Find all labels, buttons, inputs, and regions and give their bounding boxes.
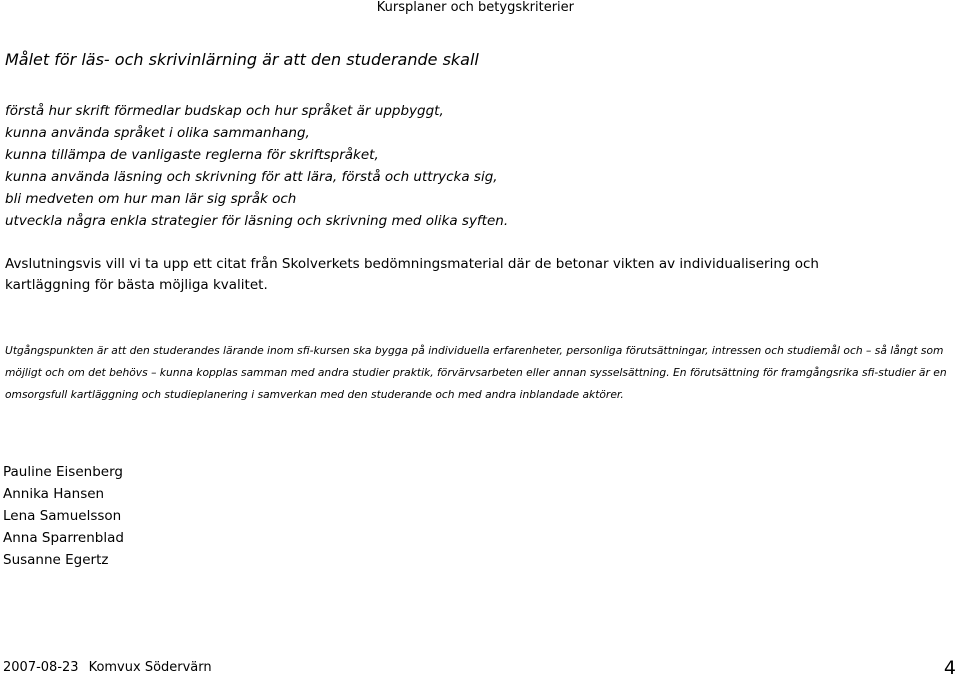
goal-item: bli medveten om hur man lär sig språk och [5, 191, 297, 207]
author-name: Anna Sparrenblad [3, 530, 124, 546]
author-list [3, 461, 124, 571]
page-number: 4 [943, 657, 956, 679]
page-footer [3, 660, 212, 676]
goal-item: förstå hur skrift förmedlar budskap och hur språket är uppbyggt, [5, 103, 444, 119]
goal-item: kunna använda läsning och skrivning för att lära, förstå och uttrycka sig, [5, 169, 498, 185]
footer-organization: Komvux Södervärn [88, 660, 212, 675]
section-heading: Målet för läs- och skrivinlärning är att den studerande skall [5, 50, 479, 69]
goal-item: utveckla några enkla strategier för läsning och skrivning med olika syften. [5, 213, 509, 229]
footer-date: 2007-08-23 [3, 660, 79, 675]
goal-item: kunna använda språket i olika sammanhang, [5, 125, 310, 141]
conclusion-paragraph: Avslutningsvis vill vi ta upp ett citat från Skolverkets bedömningsmaterial där de betonar vikten av individualisering och kartläggning för bästa möjliga kvalitet. [5, 256, 819, 293]
author-name: Pauline Eisenberg [3, 464, 123, 480]
author-name: Susanne Egertz [3, 552, 109, 568]
author-name: Annika Hansen [3, 486, 105, 502]
author-name: Lena Samuelsson [3, 508, 122, 524]
goal-item: kunna tillämpa de vanligaste reglerna för skriftspråket, [5, 147, 379, 163]
starting-point-paragraph: Utgångspunkten är att den studerandes lärande inom sfi-kursen ska bygga på individuella erfarenheter, personliga förutsättningar, intressen och studiemål och – så långt som möjligt och om det behövs – kunna kopplas samman med andra studier praktik, förvärvsarbeten eller annan sysselsättning. En förutsättning för framgångsrika sfi-studier är en omsorgsfull kartläggning och studieplanering i samverkan med den studerande och med andra inblandade aktörer. [5, 344, 947, 401]
goals-list [5, 100, 508, 232]
running-header: Kursplaner och betygskriterier [376, 0, 574, 15]
